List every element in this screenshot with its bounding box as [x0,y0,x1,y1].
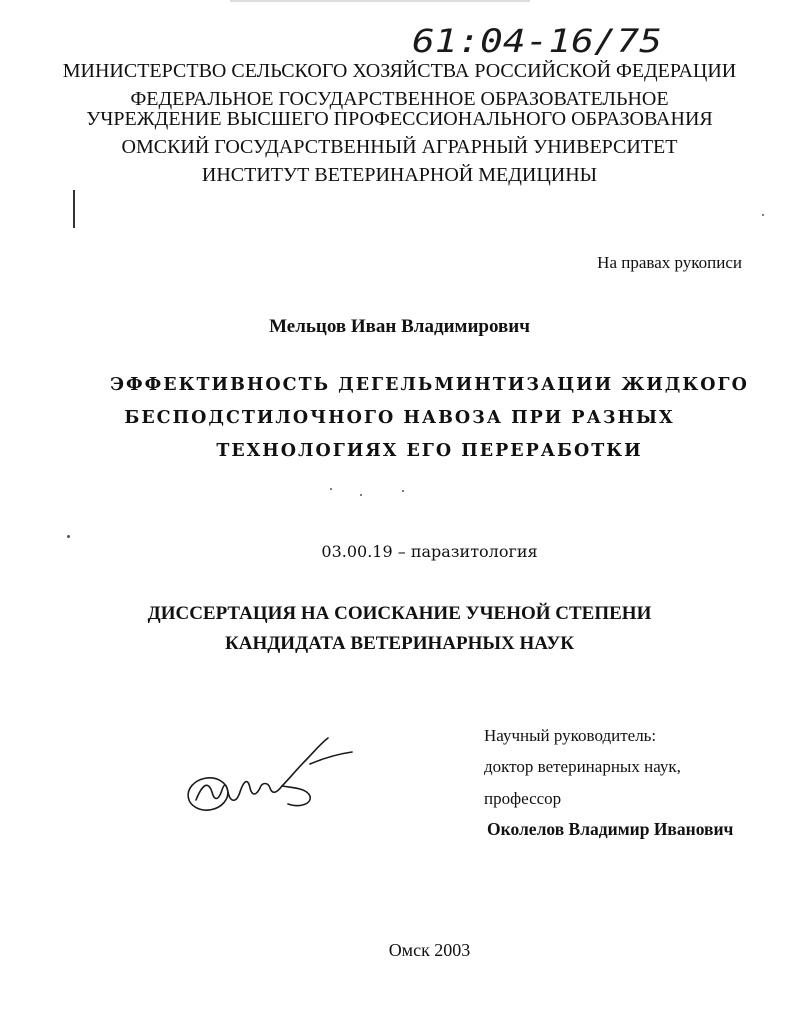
supervisor-degree: доктор ветеринарных наук, [484,757,681,776]
handwritten-signature [178,730,358,830]
author-name: Мельцов Иван Владимирович [269,316,530,337]
scan-speckle [360,494,362,496]
manuscript-rights-note: На правах рукописи [597,253,742,272]
dissertation-title-line-3: ТЕХНОЛОГИЯХ ЕГО ПЕРЕРАБОТКИ [216,441,643,461]
ministry-line: МИНИСТЕРСТВО СЕЛЬСКОГО ХОЗЯЙСТВА РОССИЙСКОЙ ФЕДЕРАЦИИ [62,60,737,82]
supervisor-label: Научный руководитель: [484,726,657,745]
supervisor-rank: профессор [484,789,562,808]
degree-line-2: КАНДИДАТА ВЕТЕРИНАРНЫХ НАУК [224,633,575,654]
city-year: Омск 2003 [388,940,471,960]
institute-line: ИНСТИТУТ ВЕТЕРИНАРНОЙ МЕДИЦИНЫ [201,164,598,186]
scan-speckle [762,214,764,216]
scan-speckle [330,488,332,490]
handwritten-registration-number [410,18,670,62]
scan-speckle [402,490,404,492]
scan-speckle [67,535,70,538]
dissertation-title-line-2: БЕСПОДСТИЛОЧНОГО НАВОЗА ПРИ РАЗНЫХ [124,408,675,428]
scan-edge-line [230,0,530,2]
specialty-code: 03.00.19 – паразитология [321,542,538,561]
university-line: ОМСКИЙ ГОСУДАРСТВЕННЫЙ АГРАРНЫЙ УНИВЕРСИТЕТ [121,136,678,158]
institution-type-line: ФЕДЕРАЛЬНОЕ ГОСУДАРСТВЕННОЕ ОБРАЗОВАТЕЛЬНОЕ [130,88,669,110]
scan-mark [73,190,75,228]
degree-line-1: ДИССЕРТАЦИЯ НА СОИСКАНИЕ УЧЕНОЙ СТЕПЕНИ [147,603,652,624]
supervisor-name: Околелов Владимир Иванович [487,819,734,839]
institution-level-line: УЧРЕЖДЕНИЕ ВЫСШЕГО ПРОФЕССИОНАЛЬНОГО ОБРАЗОВАНИЯ [86,108,713,130]
handwritten-number-text: 61:04-16/75 [412,22,662,60]
dissertation-title-line-1: ЭФФЕКТИВНОСТЬ ДЕГЕЛЬМИНТИЗАЦИИ ЖИДКОГО [110,375,749,395]
